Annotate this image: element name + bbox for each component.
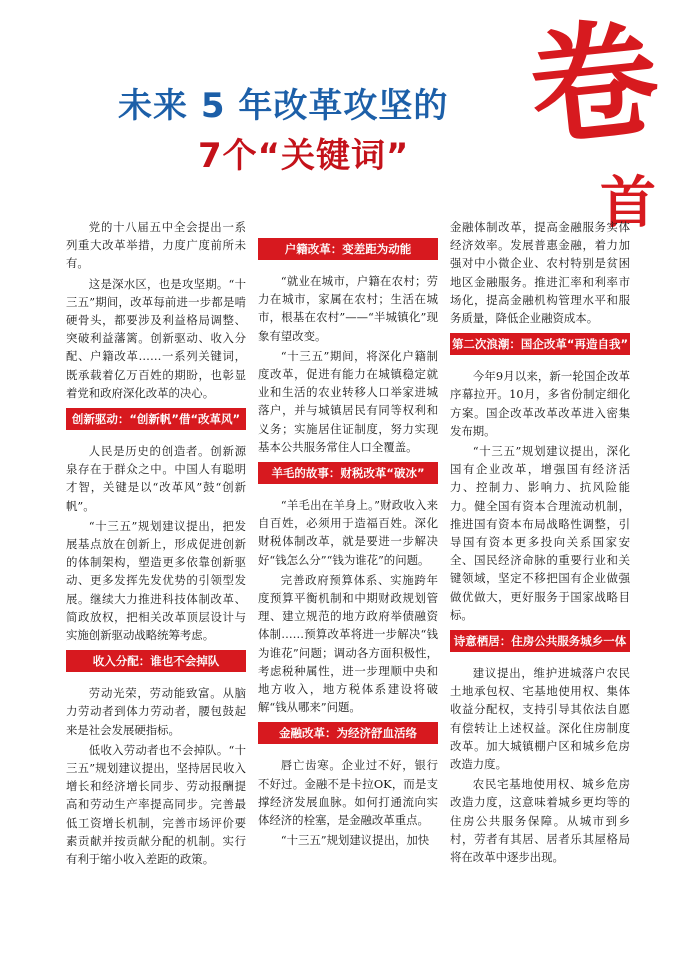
body-paragraph: 建议提出，维护进城落户农民土地承包权、宅基地使用权、集体收益分配权，支持引导其依法自愿有偿转让上述权益。深化住房制度改革。加大城镇棚户区和城乡危房改造力度。 xyxy=(450,666,630,772)
body-paragraph: “就业在城市，户籍在农村；劳力在城市，家属在农村；生活在城市，根基在农村”——“半城镇化”现象有望改变。 xyxy=(258,274,438,343)
section-header-finance: 金融改革：为经济舒血活络 xyxy=(258,722,438,744)
banner-calligraphy-main: 卷 xyxy=(522,2,666,166)
body-paragraph: 低收入劳动者也不会掉队。“十三五”规划建议提出，坚持居民收入增长和经济增长同步、劳动报酬提高和劳动生产率提高同步。完善最低工资增长机制，完善市场评价要素贡献并按贡献分配的机制。实行有利于缩小收入差距的政策。 xyxy=(66,742,246,867)
intro-paragraph: 这是深水区，也是攻坚期。“十三五”期间，改革每前进一步都是啃硬骨头，都要涉及利益格局调整、突破利益藩篱。创新驱动、收入分配、户籍改革……一系列关键词，既承载着亿万百姓的期盼，也彰显着党和政府深化改革的决心。 xyxy=(66,276,246,400)
body-paragraph: “羊毛出在羊身上。”财政收入来自百姓，必须用于造福百姓。深化财税体制改革，就是要进一步解决好“钱怎么分”“钱为谁花”的问题。 xyxy=(258,498,438,567)
column-1 xyxy=(66,218,246,870)
body-paragraph: 劳动光荣，劳动能致富。从脑力劳动者到体力劳动者，腰包鼓起来是社会发展硬指标。 xyxy=(66,686,246,737)
body-paragraph: 金融体制改革，提高金融服务实体经济效率。发展普惠金融，着力加强对中小微企业、农村特别是贫困地区金融服务。推进汇率和利率市场化，提高金融机构管理水平和服务质量，降低企业融资成本。 xyxy=(450,220,630,326)
banner-calligraphy-secondary: 首 xyxy=(600,170,656,236)
body-paragraph: “十三五”规划建议提出，把发展基点放在创新上，形成促进创新的体制架构，塑造更多依靠创新驱动、更多发挥先发优势的引领型发展。继续大力推进科技体制改革、简政放权，把相关改革顶层设计与实施创新驱动战略统筹考虑。 xyxy=(66,518,246,643)
body-paragraph: 今年9月以来，新一轮国企改革序幕拉开。10月，多省份制定细化方案。国企改革改革改革进入密集发布期。 xyxy=(450,369,630,438)
body-paragraph: “十三五”期间，将深化户籍制度改革，促进有能力在城镇稳定就业和生活的农业转移人口举家进城落户，并与城镇居民有同等权利和义务；实施居住证制度，努力实现基本公共服务常住人口全覆盖。 xyxy=(258,348,438,454)
body-paragraph: 完善政府预算体系、实施跨年度预算平衡机制和中期财政规划管理、建立规范的地方政府举债融资体制……预算改革将进一步解决“钱为谁花”问题；调动各方面积极性，考虑税种属性，进一步理顺中央和地方收入，地方税体系建设将破解“钱从哪来”问题。 xyxy=(258,572,438,715)
body-paragraph: “十三五”规划建议提出，加快 xyxy=(280,833,430,848)
body-paragraph: 农民宅基地使用权、城乡危房改造力度，这意味着城乡更均等的住房公共服务保障。从城市到乡村，劳者有其居、居者乐其屋格局将在改革中逐步出现。 xyxy=(450,777,630,865)
title-line-1: 未来 5 年改革攻坚的 xyxy=(118,86,449,126)
column-3 xyxy=(450,218,630,868)
section-header-household: 户籍改革：变差距为动能 xyxy=(258,238,438,260)
section-header-soe: 第二次浪潮：国企改革“再造自我” xyxy=(450,333,630,355)
intro-paragraph: 党的十八届五中全会提出一系列重大改革举措，力度广度前所未有。 xyxy=(66,220,246,271)
column-2 xyxy=(258,232,438,851)
body-paragraph: 唇亡齿寒。企业过不好，银行不好过。金融不是卡拉OK，而是支撑经济发展血脉。如何打通流向实体经济的栓塞，是金融改革重点。 xyxy=(258,758,438,828)
body-paragraph: 人民是历史的创造者。创新源泉存在于群众之中。中国人有聪明才智，关键是以“改革风”鼓“创新帆”。 xyxy=(66,444,246,513)
section-header-income: 收入分配：谁也不会掉队 xyxy=(66,650,246,672)
section-header-innovation: 创新驱动：“创新帆”借“改革风” xyxy=(66,408,246,430)
body-paragraph: “十三五”规划建议提出，深化国有企业改革，增强国有经济活力、控制力、影响力、抗风险能力。健全国有资本合理流动机制，推进国有资本布局战略性调整，引导国有资本更多投向关系国家安全、国民经济命脉的重要行业和关键领域，坚定不移把国有企业做强做优做大，更好服务于国家战略目标。 xyxy=(450,444,630,622)
title-line-2: 7个“关键词” xyxy=(198,136,410,176)
section-header-fiscal: 羊毛的故事：财税改革“破冰” xyxy=(258,462,438,484)
section-header-housing: 诗意栖居：住房公共服务城乡一体 xyxy=(450,630,630,652)
